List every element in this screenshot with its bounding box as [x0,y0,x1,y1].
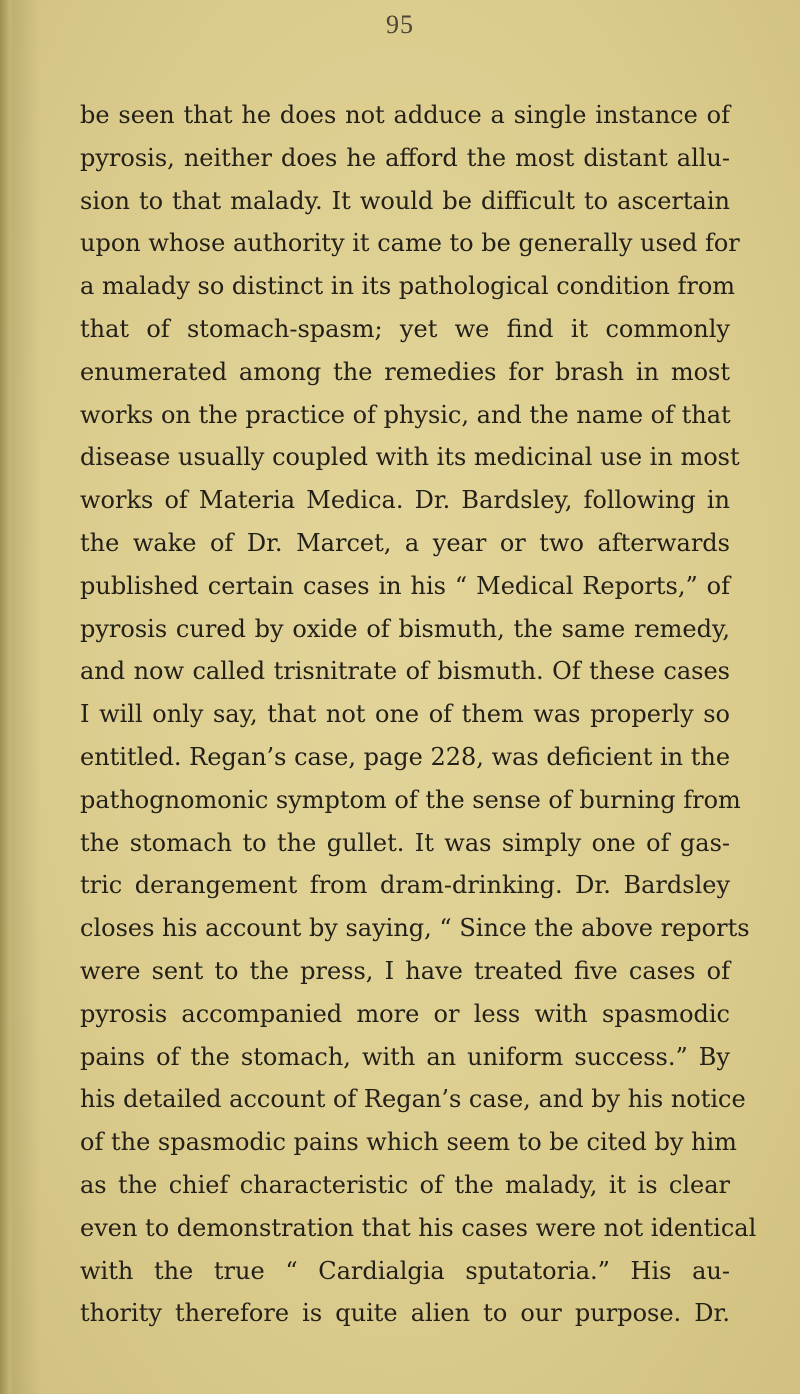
text-line: his detailed account of Regan’s case, and by his notice [80,1085,746,1114]
text-line: as the chief characteristic of the malady, it is clear [80,1170,730,1199]
text-line: thority therefore is quite alien to our purpose. Dr. [80,1299,730,1328]
text-line: the wake of Dr. Marcet, a year or two afterwards [80,528,730,557]
text-line: that of stomach-spasm; yet we find it commonly [80,314,730,343]
text-line: sion to that malady. It would be difficult to ascertain [80,186,730,215]
text-line: be seen that he does not adduce a single instance of [80,101,730,129]
text-line: tric derangement from dram-drinking. Dr. Bardsley [80,871,730,900]
text-line: pyrosis, neither does he afford the most distant allu- [80,143,730,172]
page-number: 95 [386,10,414,39]
text-line: of the spasmodic pains which seem to be cited by him [80,1128,737,1157]
text-line: published certain cases in his “ Medical Reports,” of [80,571,730,600]
body-text [80,94,757,1335]
text-line: pains of the stomach, with an uniform success.” By [80,1042,730,1071]
text-line: even to demonstration that his cases were not identical [80,1213,757,1242]
text-line: closes his account by saying, “ Since the above reports [80,914,750,943]
text-line: upon whose authority it came to be generally used for [80,229,740,258]
text-line: disease usually coupled with its medicinal use in most [80,443,740,472]
text-line: and now called trisnitrate of bismuth. Of these cases [80,657,730,686]
text-line: I will only say, that not one of them was properly so [80,700,730,729]
text-line: pathognomonic symptom of the sense of burning from [80,785,741,814]
text-line: entitled. Regan’s case, page 228, was deficient in the [80,742,731,771]
text-line: pyrosis cured by oxide of bismuth, the same remedy, [80,614,730,643]
text-line: works of Materia Medica. Dr. Bardsley, following in [80,486,730,515]
text-line: a malady so distinct in its pathological condition from [80,272,736,301]
text-line: pyrosis accompanied more or less with spasmodic [80,999,730,1028]
binding-gutter [0,0,14,1394]
text-line: with the true “ Cardialgia sputatoria.” His au- [80,1256,730,1285]
text-line: the stomach to the gullet. It was simply one of gas- [80,828,730,857]
text-line: enumerated among the remedies for brash in most [80,357,730,386]
text-line: works on the practice of physic, and the name of that [80,400,731,429]
text-line: were sent to the press, I have treated five cases of [80,956,730,985]
